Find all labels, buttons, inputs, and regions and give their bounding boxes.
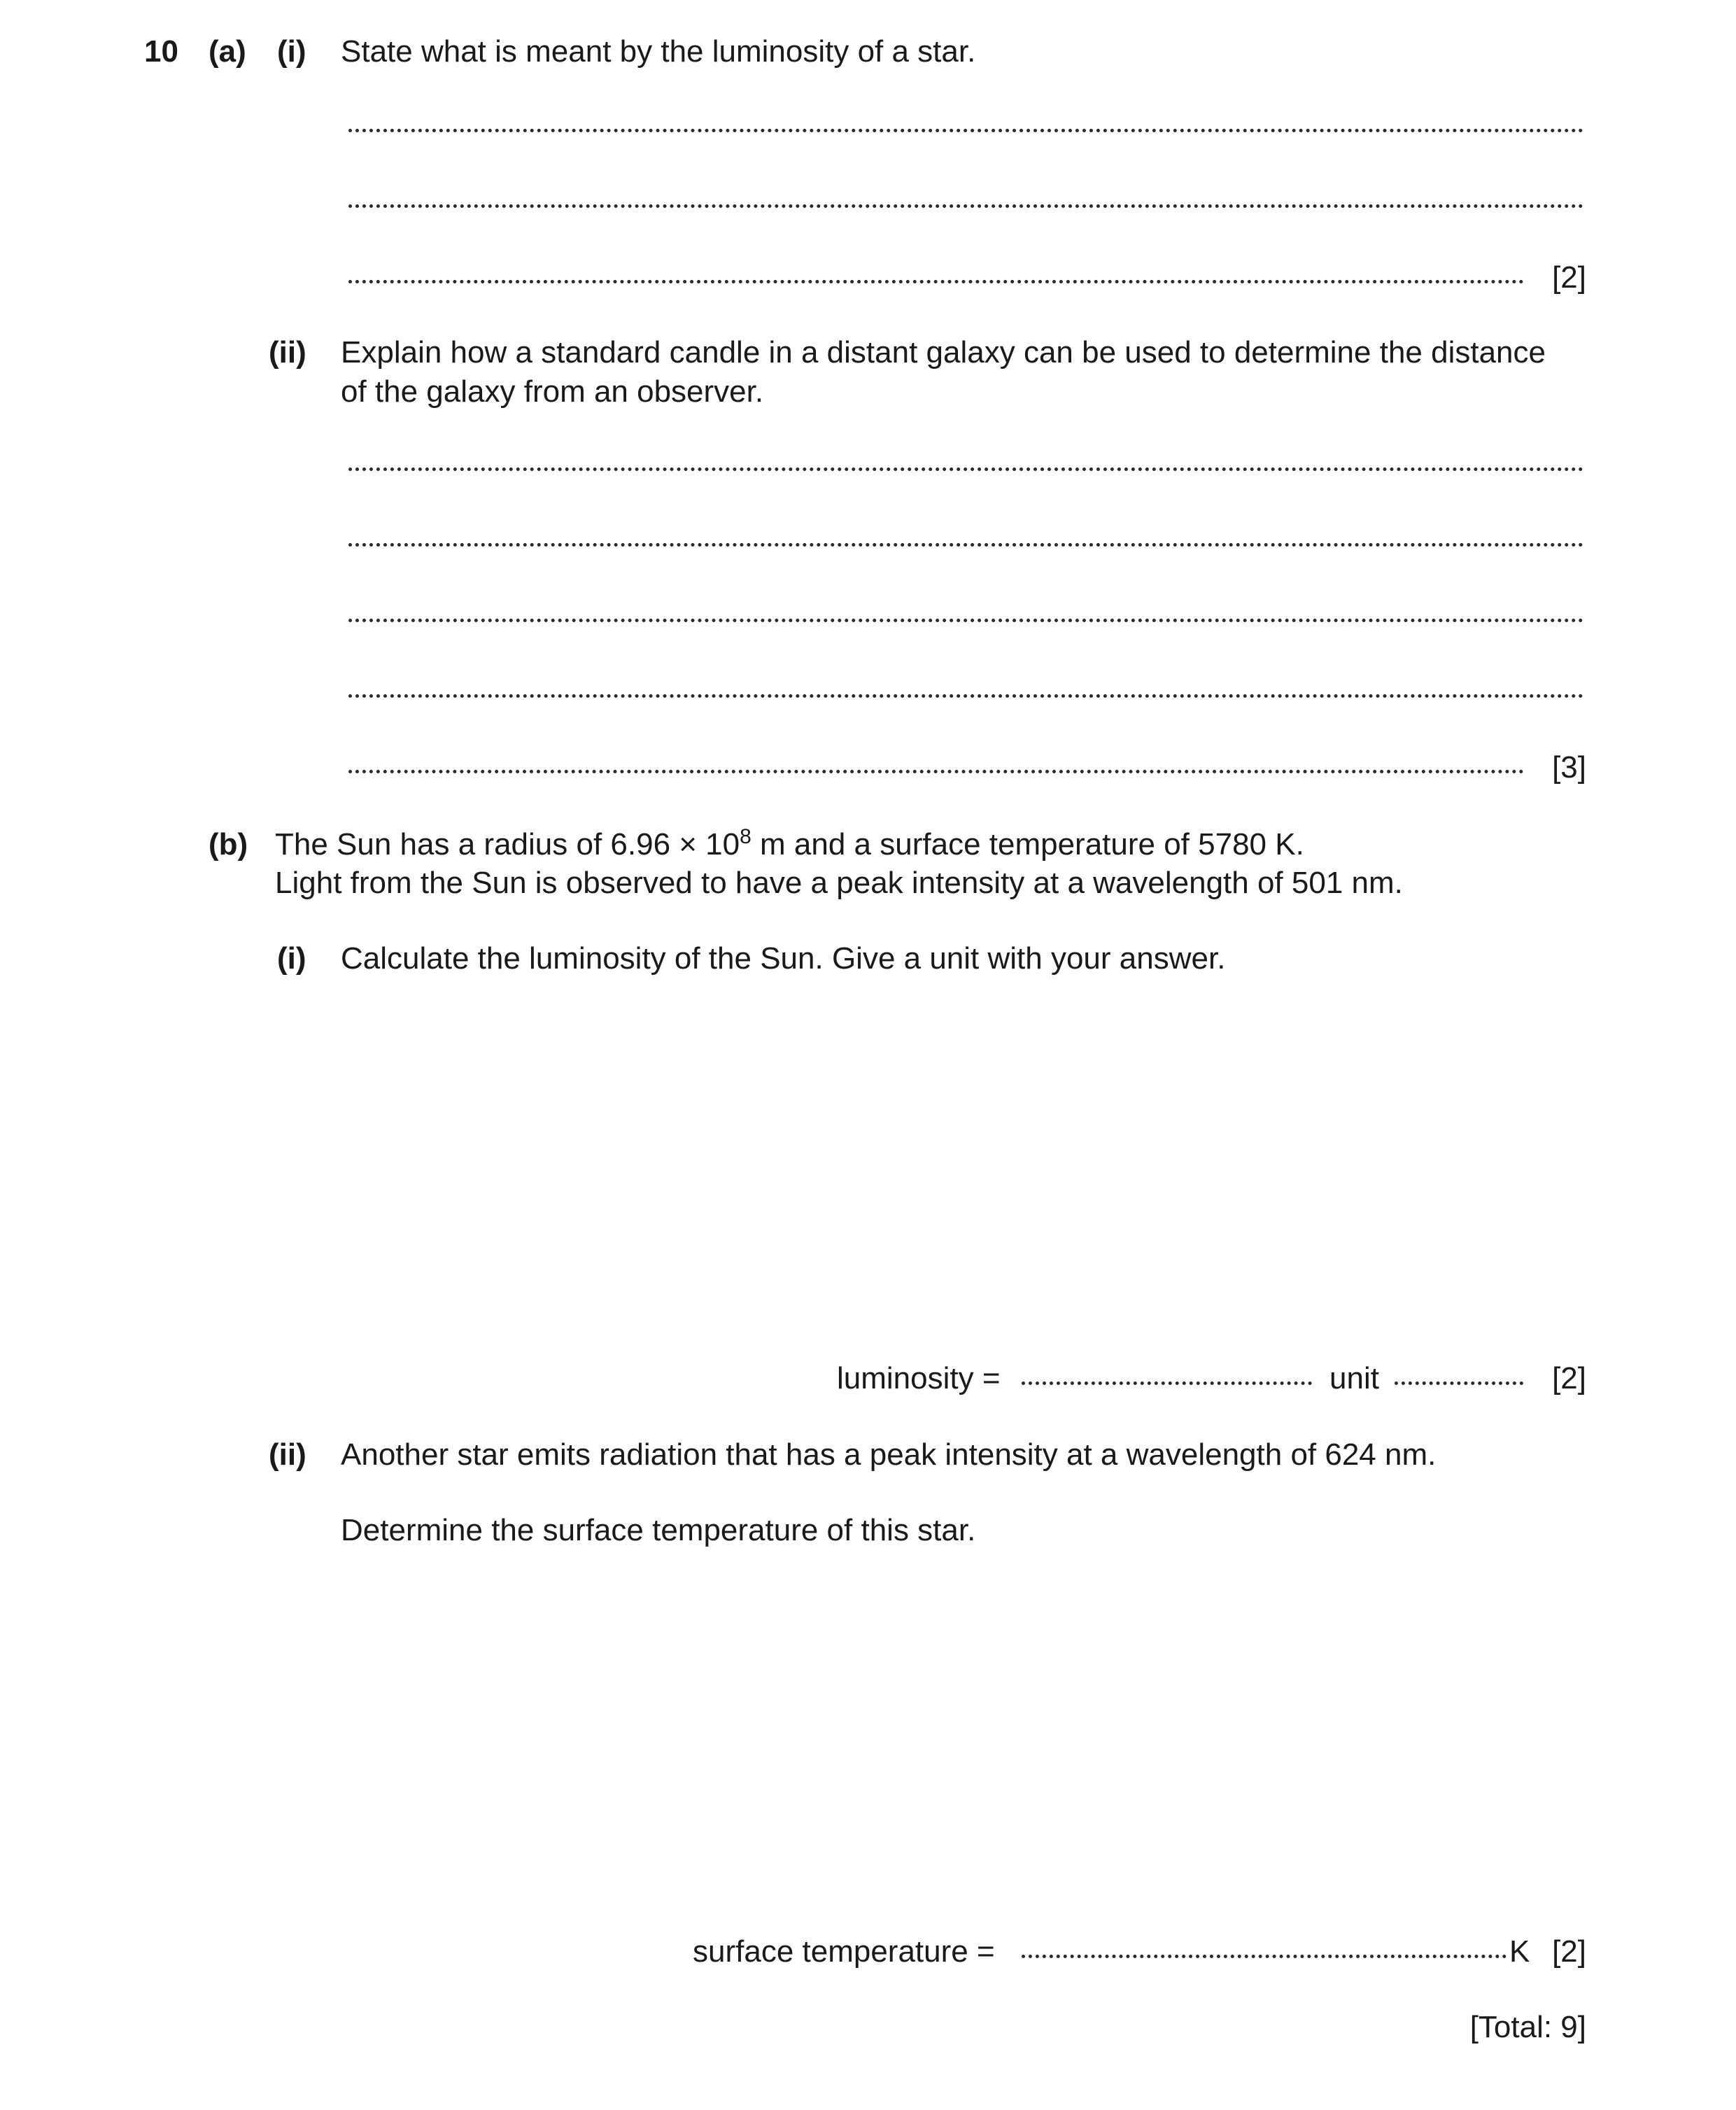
part-a-ii-label: (ii) <box>269 335 306 370</box>
luminosity-answer-label: luminosity = <box>837 1361 1001 1395</box>
part-b-i-question: Calculate the luminosity of the Sun. Give a unit with your answer. <box>341 941 1226 976</box>
answer-line[interactable] <box>348 280 1524 283</box>
part-a-ii-marks: [3] <box>1552 750 1586 785</box>
part-a-ii-question-line1: Explain how a standard candle in a distant galaxy can be used to determine the distance <box>341 335 1546 370</box>
part-b-i-label: (i) <box>277 941 306 976</box>
part-b-i-marks: [2] <box>1552 1361 1586 1395</box>
unit-answer-field[interactable] <box>1395 1381 1523 1385</box>
part-b-intro-text: m and a surface temperature of 5780 K. <box>751 827 1304 861</box>
part-a-i-marks: [2] <box>1552 260 1586 295</box>
question-number: 10 <box>144 34 178 69</box>
answer-line[interactable] <box>348 467 1583 471</box>
part-b-label: (b) <box>209 827 248 861</box>
kelvin-unit: K <box>1509 1934 1530 1969</box>
total-marks: [Total: 9] <box>1469 2010 1586 2044</box>
part-b-ii-question-line1: Another star emits radiation that has a peak intensity at a wavelength of 624 nm. <box>341 1437 1437 1472</box>
answer-line[interactable] <box>348 770 1524 773</box>
part-b-intro-line2: Light from the Sun is observed to have a peak intensity at a wavelength of 501 nm. <box>275 866 1403 900</box>
part-a-i-label: (i) <box>277 34 306 69</box>
part-b-ii-question-line2: Determine the surface temperature of this star. <box>341 1513 976 1547</box>
unit-label: unit <box>1329 1361 1379 1395</box>
answer-line[interactable] <box>348 204 1583 208</box>
answer-line[interactable] <box>348 129 1583 132</box>
part-b-intro-line1 <box>275 825 1304 861</box>
part-b-ii-label: (ii) <box>269 1437 306 1472</box>
surface-temperature-answer-field[interactable] <box>1022 1955 1506 1958</box>
luminosity-answer-field[interactable] <box>1022 1381 1312 1385</box>
part-b-ii-marks: [2] <box>1552 1934 1586 1969</box>
answer-line[interactable] <box>348 694 1583 698</box>
exponent: 8 <box>740 825 751 848</box>
part-a-ii-question-line2: of the galaxy from an observer. <box>341 374 764 409</box>
part-a-label: (a) <box>209 34 246 69</box>
answer-line[interactable] <box>348 543 1583 547</box>
answer-line[interactable] <box>348 619 1583 622</box>
surface-temperature-answer-label: surface temperature = <box>693 1934 995 1969</box>
part-a-i-question: State what is meant by the luminosity of a star. <box>341 34 976 69</box>
part-b-intro-text: The Sun has a radius of 6.96 × 10 <box>275 827 740 861</box>
